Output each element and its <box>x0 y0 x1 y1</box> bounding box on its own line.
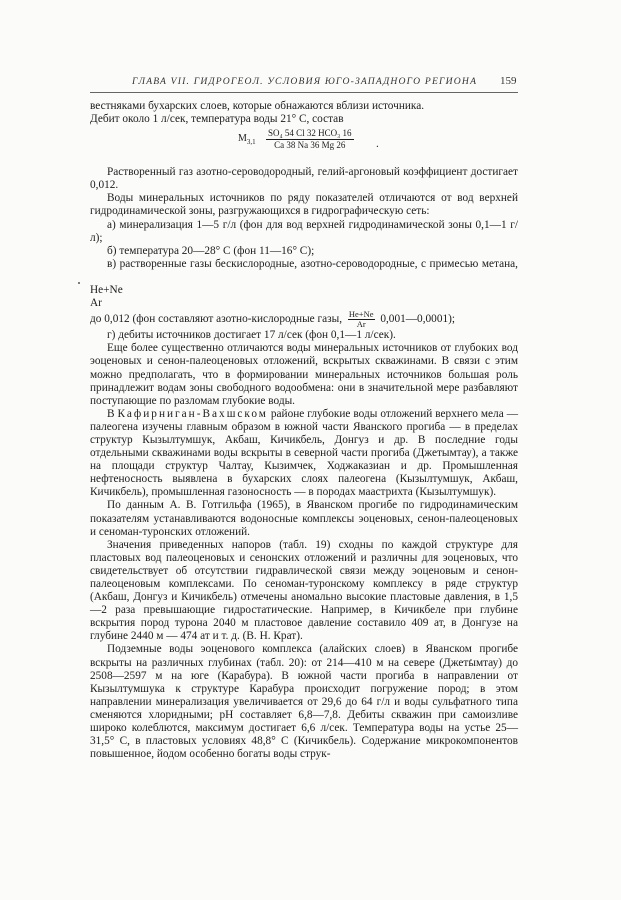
list-item-c-part2: до 0,012 (фон составляют азотно-кислородные газы, <box>90 313 343 326</box>
list-item-c-part3: 0,001—0,0001); <box>380 313 456 326</box>
list-item-b: б) температура 20—28° С (фон 11—16° С); <box>107 244 315 257</box>
header-rule <box>90 92 518 93</box>
mineral-paragraph: Воды минеральных источников по ряду показателей отличаются от вод верхней гидродинамической зоны, разгружающихся в гидрографическую сеть: <box>90 192 518 218</box>
formula-tail: . <box>376 138 379 151</box>
kafirnigan-region-name: Кафирниган-Вахшском <box>117 407 268 420</box>
gas-ratio2-den: Ar <box>356 319 366 330</box>
list-item-d: г) дебиты источников достигает 17 л/сек (фон 0,1—1 л/сек). <box>107 329 396 342</box>
kafirnigan-lead: В <box>107 407 115 420</box>
eocene-paragraph: Подземные воды эоценового комплекса (алайских слоев) в Яванском прогибе вскрыты на различных глубинах (табл. 20): от 214—410 м на севере (Джетымтау) до 2508—2597 м на юге (Карабура). В южной части прогиба в направлении от Кызылтумшука к структуре Карабура происходит погружение пород; в этом направлении минерализация увеличивается от 29,6 до 64 г/л и воды сульфатного типа сменяются хлоридными; pH составляет 6,8—7,8. Дебиты скважин при самоизливе широко колеблются, максимум достигает 6,6 л/сек. Температура воды на устье 25—31,5° С, в пластовых условиях 48,8° С (Кичикбель). Содержание микрокомпонентов повышенное, йодом особенно богаты воды струк- <box>90 643 518 761</box>
page-number: 159 <box>500 75 517 87</box>
intro-line-1: вестняками бухарских слоев, которые обнажаются вблизи источника. <box>90 100 425 112</box>
running-header: ГЛАВА VII. ГИДРОГЕОЛ. УСЛОВИЯ ЮГО-ЗАПАДНОГО РЕГИОНА <box>132 76 478 87</box>
list-item-a: а) минерализация 1—5 г/л (фон для вод верхней гидродинамической зоны 0,1—1 г/л); <box>90 218 518 244</box>
deep-waters-paragraph: Еще более существенно отличаются воды минеральных источников от глубоких вод эоценовых и сенон-палеоценовых отложений, вскрытых скважинами. В связи с этим можно предполагать, что в формировании минеральных источников большая роль принадлежит водам зоны свободного водообмена: они в значительной мере разбавляют поступающие по разломам глубокие воды. <box>90 342 518 407</box>
formula-numerator: SO₄ 54 Cl 32 HCO₃ 16 <box>268 128 352 139</box>
kafirnigan-text: районе глубокие воды отложений верхнего мела — палеогена изучены главным образом в южной части Яванского прогиба — в пределах структур Кызылтумшук, Акбаш, Кичикбель, Донгуз и др. В последние годы отдельными скважинами воды вскрыты в северной части прогиба (Джетымтау), а также на площади структур Чалтау, Кызимчек, Ходжаказиан и др. Промышленная нефтеносность выявлена в бухарских слоях палеогена (Кызылтумшук, Акбаш, Кичикбель), промышленная газоносность — в породах маастрихта (Кызылтумшук). <box>90 407 518 499</box>
margin-mark <box>78 282 80 284</box>
gas-paragraph: Растворенный газ азотно-сероводородный, гелий-аргоновый коэффициент достигает 0,012. <box>90 166 518 192</box>
page-body <box>90 100 518 761</box>
gas-ratio-fraction-2 <box>348 310 375 329</box>
formula-m-sub: 3,1 <box>246 138 256 147</box>
gas-ratio-den: Ar <box>90 297 102 310</box>
list-item-c-part1: в) растворенные газы бескислородные, азотно-сероводородные, с примесью метана, <box>107 257 518 270</box>
kurlov-formula <box>90 126 518 166</box>
kafirnigan-paragraph <box>90 408 518 500</box>
gas-ratio2-num: He+Ne <box>348 309 374 320</box>
formula-denominator: Ca 38 Na 36 Mg 26 <box>274 140 346 151</box>
formula-m-letter: M <box>238 133 247 145</box>
list-item-c <box>90 258 518 284</box>
gas-ratio-num: He+Ne <box>90 284 123 297</box>
pressure-paragraph: Значения приведенных напоров (табл. 19) сходны по каждой структуре для пластовых вод палеоценовых и сенонских отложений и различны для эоценовых, что свидетельствует об отсутствии гидравлической связи между эоценовым и сенон-палеоценовым комплексами. По сеноман-туронскому комплексу в ряде структур (Акбаш, Донгуз и Кичикбель) отмечены аномально высокие пластовые давления, в 1,5—2 раза превышающие гидростатические. Например, в Кичикбеле при глубине вскрытия пород турона 2040 м пластовое давление составило 409 ат, в Донгузе на глубине 2440 м — 474 ат и т. д. (В. Н. Крат). <box>90 538 518 643</box>
intro-line-2: Дебит около 1 л/сек, температура воды 21° С, состав <box>90 113 344 126</box>
formula-fraction <box>266 128 354 151</box>
gotgilf-paragraph: По данным А. В. Готгильфа (1965), в Яванском прогибе по гидродинамическим показателям устанавливаются водоносные комплексы эоценовых, сенон-палеоценовых и сеноман-туронских отложений. <box>90 499 518 538</box>
formula-m <box>238 132 256 149</box>
